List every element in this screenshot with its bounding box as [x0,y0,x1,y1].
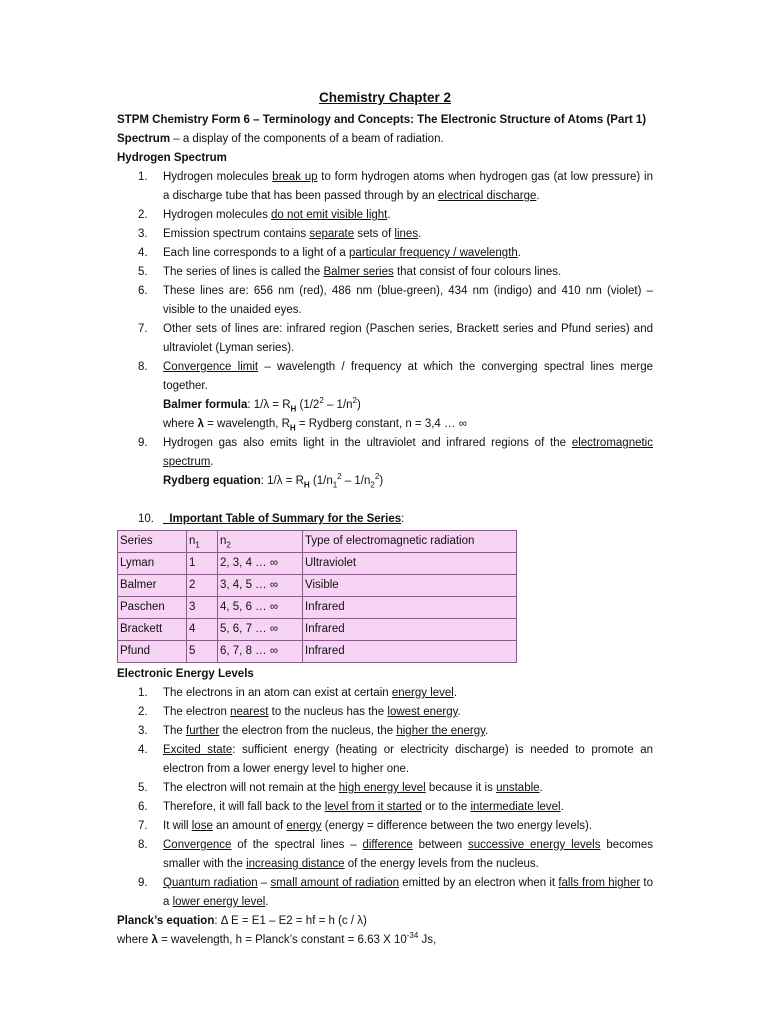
item-text: . [387,209,391,221]
item-underlined: Excited state [163,744,233,756]
item-underlined: lowest energy [387,706,458,718]
formula-part: – 1/n [341,475,371,487]
item-underlined: break up [272,171,318,183]
item-text: of the energy levels from the nucleus. [344,858,539,870]
balmer-formula [117,396,653,415]
item-underlined: successive energy levels [467,839,601,851]
table-row [118,575,517,597]
item-text: The electron [163,706,231,718]
item-text: the electron from the nucleus, the [219,725,397,737]
item-number: 8. [138,361,148,373]
item-text: – wavelength / frequency at which the converging spectral lines merge together. [163,361,653,392]
header-n2-sub: 2 [226,540,231,550]
list-item [117,741,653,779]
lambda-symbol: λ [197,418,204,430]
item-number: 2. [138,706,148,718]
cell-type: Ultraviolet [303,553,517,575]
spectrum-term: Spectrum [117,133,171,145]
cell-n1: 1 [187,553,218,575]
table-row [118,619,517,641]
item-underlined: small amount of radiation [270,877,400,889]
formula-superscript: 2 [319,396,324,406]
item-number: 6. [138,801,148,813]
cell-n2: 2, 3, 4 … ∞ [218,553,303,575]
item-underlined: increasing distance [246,858,345,870]
item-text: . [457,706,461,718]
item-text: an amount of [212,820,287,832]
item-underlined: energy level [391,687,454,699]
item-underlined: electrical discharge [437,190,537,202]
spectrum-definition [117,130,653,149]
item-underlined: high energy level [338,782,426,794]
balmer-where [117,415,653,434]
item-text: – [257,877,271,889]
item-number: 9. [138,877,148,889]
list-item [117,225,653,244]
item-text: to a [163,877,653,908]
subtitle: STPM Chemistry Form 6 – Terminology and Concepts: The Electronic Structure of Atoms (Part 1) [117,114,647,126]
item-text: Hydrogen molecules [163,171,273,183]
cell-series: Lyman [118,553,187,575]
item-number: 10. [138,513,154,525]
list-item [117,282,653,320]
item-number: 5. [138,782,148,794]
formula-superscript: 2 [337,472,342,482]
item-text: . [539,782,543,794]
where-text: Js, [418,934,437,946]
item-text: . [210,456,214,468]
list-item [117,358,653,396]
formula-part: ) [357,399,361,411]
list-item [117,798,653,817]
cell-n2: 3, 4, 5 … ∞ [218,575,303,597]
where-text: = wavelength, h = Planck’s constant = 6.63 X 10 [157,934,407,946]
item-underlined: do not emit visible light [271,209,388,221]
where-text: where [163,418,198,430]
list-item [117,817,653,836]
item-text: Other sets of lines are: infrared region (Paschen series, Brackett series and Pfund series) and ultraviolet (Lyman series). [163,323,653,354]
item-number: 6. [138,285,148,297]
item-underlined: Balmer series [323,266,394,278]
table-heading-text: _Important Table of Summary for the Series [163,513,402,525]
item-text: or to the [421,801,471,813]
formula-subscript: 1 [332,480,338,490]
item-underlined: Convergence limit [163,361,259,373]
item-underlined: further [186,725,220,737]
item-text: Hydrogen gas also emits light in the ultraviolet and infrared regions of the [163,437,572,449]
cell-n2: 5, 6, 7 … ∞ [218,619,303,641]
item-text: to the nucleus has the [268,706,388,718]
item-text: between [412,839,468,851]
item-text: . [418,228,422,240]
cell-series: Balmer [118,575,187,597]
header-n1-text: n [189,535,196,547]
list-item [117,320,653,358]
item-number: 1. [138,687,148,699]
formula-part: – 1/n [323,399,353,411]
spectrum-text: – a display of the components of a beam of radiation. [170,133,444,145]
item-number: 4. [138,247,148,259]
list-item [117,168,653,206]
cell-n2: 6, 7, 8 … ∞ [218,641,303,663]
list-item [117,244,653,263]
formula-part: : 1/λ = R [247,399,291,411]
formula-superscript: 2 [352,396,357,406]
energy-heading: Electronic Energy Levels [117,668,254,680]
list-item [117,779,653,798]
item-text: The series of lines is called the [163,266,324,278]
list-item [117,722,653,741]
table-row [118,597,517,619]
item-underlined: difference [362,839,413,851]
header-type: Type of electromagnetic radiation [303,531,517,553]
item-underlined: lines [394,228,419,240]
planck-text: : Δ E = E1 – E2 = hf = h (c / λ) [214,915,367,927]
item-text: . [265,896,269,908]
cell-n1: 5 [187,641,218,663]
list-item [117,874,653,912]
spacer [117,491,653,510]
formula-subscript: 2 [370,480,375,490]
item-text: because it is [425,782,497,794]
item-number: 7. [138,820,148,832]
item-underlined: Convergence [163,839,232,851]
cell-type: Visible [303,575,517,597]
series-summary-table [117,530,517,663]
item-text: of the spectral lines – [231,839,363,851]
cell-n1: 2 [187,575,218,597]
item-text: These lines are: 656 nm (red), 486 nm (blue-green), 434 nm (indigo) and 410 nm (violet) – visible to the unaided eyes. [163,285,653,316]
cell-series: Brackett [118,619,187,641]
formula-superscript: -34 [406,931,419,941]
item-text: The [163,725,187,737]
list-item [117,684,653,703]
item-text: : sufficient energy (heating or electricity discharge) is needed to promote an electron from a lower energy level to higher one. [163,744,653,775]
item-text: It will [163,820,192,832]
item-number: 7. [138,323,148,335]
formula-subscript: H [289,423,296,433]
list-item [117,263,653,282]
item-text: sets of [354,228,395,240]
rydberg-label: Rydberg equation [163,475,261,487]
item-number: 3. [138,228,148,240]
item-number: 5. [138,266,148,278]
item-underlined: electromagnetic spectrum [163,437,653,468]
cell-n1: 3 [187,597,218,619]
table-header-row [118,531,517,553]
item-underlined: falls from higher [558,877,641,889]
table-heading-tail: : [401,513,405,525]
cell-series: Paschen [118,597,187,619]
item-number: 1. [138,171,148,183]
formula-part: ) [379,475,384,487]
lambda-symbol: λ [151,934,158,946]
header-n1 [187,531,218,553]
formula-superscript: 2 [374,472,380,482]
planck-label: Planck’s equation [117,915,215,927]
item-text: . [485,725,489,737]
rydberg-equation [117,472,653,491]
formula-part: (1/n [309,475,333,487]
item-text: to form hydrogen atoms when hydrogen gas (at low pressure) in a discharge tube that has been passed through by an [163,171,653,202]
list-item [117,703,653,722]
cell-n2: 4, 5, 6 … ∞ [218,597,303,619]
balmer-label: Balmer formula [163,399,248,411]
item-text: . [536,190,540,202]
item-underlined: level from it started [324,801,422,813]
item-underlined: energy [286,820,322,832]
list-item [117,206,653,225]
item-underlined: intermediate level [470,801,561,813]
formula-part: (1/2 [296,399,320,411]
item-number: 9. [138,437,148,449]
formula-subscript: H [303,480,310,490]
item-text: Each line corresponds to a light of a [163,247,350,259]
item-number: 3. [138,725,148,737]
table-heading [117,510,653,529]
item-text: . [453,687,458,699]
cell-series: Pfund [118,641,187,663]
cell-n1: 4 [187,619,218,641]
table-row [118,553,517,575]
item-text: The electron will not remain at the [163,782,339,794]
header-n2 [218,531,303,553]
cell-type: Infrared [303,641,517,663]
item-text: . [517,247,521,259]
planck-where [117,931,653,950]
hydrogen-heading: Hydrogen Spectrum [117,152,227,164]
item-number: 4. [138,744,148,756]
formula-subscript: H [290,404,297,414]
cell-type: Infrared [303,619,517,641]
item-text: (energy = difference between the two energy levels). [321,820,593,832]
header-n1-sub: 1 [195,540,200,550]
where-text: where [117,934,152,946]
planck-equation [117,912,653,931]
item-underlined: particular frequency / wavelength [349,247,518,259]
list-item [117,836,653,874]
item-number: 8. [138,839,148,851]
document-content [117,88,653,950]
where-text: = Rydberg constant, n = 3,4 … ∞ [295,418,467,430]
item-text: The electrons in an atom can exist at certain [163,687,392,699]
item-underlined: Quantum radiation [163,877,258,889]
where-text: = wavelength, R [203,418,290,430]
item-text: emitted by an electron when it [399,877,559,889]
item-underlined: lose [191,820,213,832]
cell-type: Infrared [303,597,517,619]
item-text: Emission spectrum contains [163,228,310,240]
item-text: that consist of four colours lines. [393,266,562,278]
table-row [118,641,517,663]
item-underlined: nearest [230,706,269,718]
list-item [117,434,653,472]
item-text: Hydrogen molecules [163,209,272,221]
item-underlined: lower energy level [172,896,266,908]
item-underlined: higher the energy [396,725,485,737]
item-underlined: separate [309,228,355,240]
header-series: Series [118,531,187,553]
item-text: becomes smaller with the [163,839,654,870]
item-text: . [560,801,564,813]
header-n2-text: n [220,535,227,547]
item-underlined: unstable [496,782,540,794]
item-number: 2. [138,209,148,221]
item-text: Therefore, it will fall back to the [163,801,325,813]
page-title: Chemistry Chapter 2 [318,90,452,105]
formula-part: : 1/λ = R [260,475,304,487]
